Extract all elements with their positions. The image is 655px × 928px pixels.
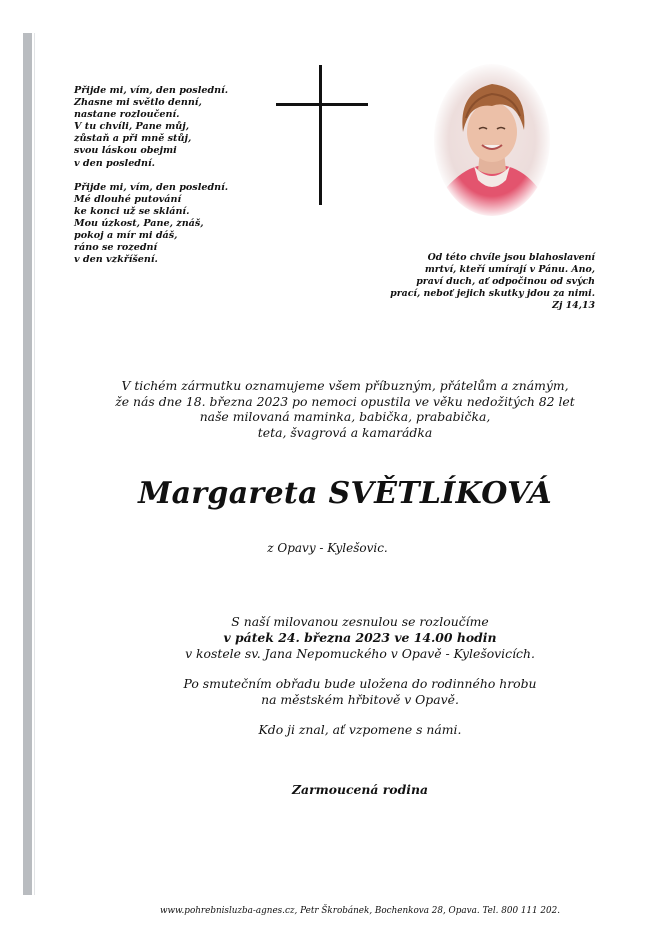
poem-line: Zhasne mi světlo denní, — [74, 97, 202, 109]
funeral-date: v pátek 24. března 2023 ve 14.00 hodin — [223, 630, 497, 645]
funeral-location: v kostele sv. Jana Nepomuckého v Opavě - Kylešovicích. — [185, 646, 535, 661]
poem-stanza-2 — [74, 182, 228, 267]
quote-line: prací, neboť jejich skutky jdou za nimi. — [390, 287, 595, 299]
cross-icon — [276, 65, 368, 205]
poem-stanza-1 — [74, 85, 228, 170]
poem-line: Mé dlouhé putování — [74, 193, 182, 205]
poem-line: Mou úzkost, Pane, znáš, — [74, 217, 204, 229]
bible-quote — [355, 252, 595, 312]
farewell-line: S naší milovanou zesnulou se rozloučíme — [231, 614, 489, 629]
left-border-line — [34, 33, 35, 895]
poem-line: svou láskou obejmi — [74, 145, 177, 157]
announcement-line: že nás dne 18. března 2023 po nemoci opustila ve věku nedožitých 82 let — [115, 393, 575, 409]
poem-line: pokoj a mír mi dáš, — [74, 230, 178, 242]
poem-line: V tu chvíli, Pane můj, — [74, 121, 190, 133]
funeral-service-footer: www.pohrebnisluzba-agnes.cz, Petr Škrobánek, Bochenkova 28, Opava. Tel. 800 111 202. — [159, 906, 561, 916]
poem-line: zůstaň a při mně stůj, — [74, 133, 192, 145]
deceased-name: Margareta SVĚTLÍKOVÁ — [138, 476, 552, 511]
poem-line: ráno se rozední — [74, 242, 158, 254]
announcement-text — [60, 378, 630, 440]
burial-line: Po smutečním obřadu bude uložena do rodinného hrobu — [183, 676, 537, 691]
announcement-line: naše milovaná maminka, babička, prababička, — [199, 409, 491, 425]
poem-line: Přijde mi, vím, den poslední. — [74, 181, 229, 193]
poem-line: ke konci už se sklání. — [74, 205, 190, 217]
deceased-origin: z Opavy - Kylešovic. — [267, 541, 388, 555]
quote-line: mrtví, kteří umírají v Pánu. Ano, — [424, 263, 595, 275]
left-border-bar — [23, 33, 32, 895]
mourning-family: Zarmoucená rodina — [292, 782, 428, 797]
poem-line: v den vzkříšení. — [74, 254, 158, 266]
poem-line: Přijde mi, vím, den poslední. — [74, 85, 229, 96]
portrait-photo — [432, 62, 552, 218]
poem — [74, 85, 228, 278]
quote-reference: Zj 14,13 — [552, 299, 595, 311]
announcement-line: teta, švagrová a kamarádka — [257, 424, 433, 440]
announcement-line: V tichém zármutku oznamujeme všem příbuzným, přátelům a známým, — [121, 378, 569, 393]
remembrance-line: Kdo ji znal, ať vzpomene s námi. — [258, 722, 462, 737]
funeral-details — [60, 614, 655, 738]
poem-line: nastane rozloučení. — [74, 109, 180, 121]
quote-line: praví duch, ať odpočinou od svých — [416, 275, 595, 287]
burial-line: na městském hřbitově v Opavě. — [261, 692, 459, 707]
quote-line: Od této chvíle jsou blahoslavení — [427, 252, 595, 263]
poem-line: v den poslední. — [74, 157, 155, 169]
